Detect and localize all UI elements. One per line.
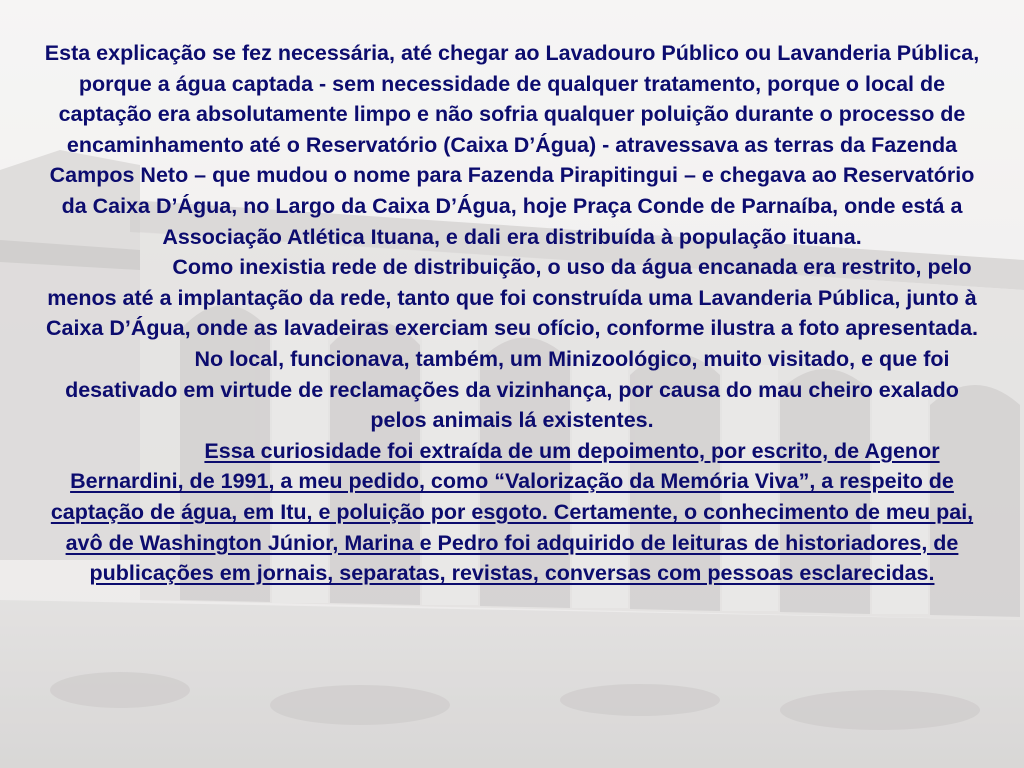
paragraph-intro: Esta explicação se fez necessária, até chegar ao Lavadouro Público ou Lavanderia Pública, porque a água captada - sem necessidade de qualquer tratamento, porque o local de captação era absolutamente limpo e não sofria qualquer poluição durante o processo de encaminhamento até o Reservatório (Caixa D’Água) - atravessava as terras da Fazenda Campos Neto – que mudou o nome para Fazenda Pirapitingui – e chegava ao Reservatório da Caixa D’Água, no Largo da Caixa D’Água, hoje Praça Conde de Parnaíba, onde está a Associação Atlética Ituana, e dali era distribuída à população ituana. [44, 41, 980, 249]
paragraph-lavanderia: Como inexistia rede de distribuição, o uso da água encanada era restrito, pelo menos até a implantação da rede, tanto que foi construída uma Lavanderia Pública, junto à Caixa D’Água, onde as lavadeiras exerciam seu ofício, conforme ilustra a foto apresentada. [46, 255, 978, 341]
paragraph-depoimento: Essa curiosidade foi extraída de um depoimento, por escrito, de Agenor Bernardini, de 1991, a meu pedido, como “Valorização da Memória Viva”, a respeito de captação de água, em Itu, e poluição por esgoto. Certamente, o conhecimento de meu pai, avô de Washington Júnior, Marina e Pedro foi adquirido de leituras de historiadores, de publicações em jornais, separatas, revistas, conversas com pessoas esclarecidas. [50, 438, 974, 586]
slide-text-block [38, 38, 986, 589]
paragraph-minizoologico: No local, funcionava, também, um Minizoológico, muito visitado, e que foi desativado em virtude de reclamações da vizinhança, por causa do mau cheiro exalado pelos animais lá existentes. [65, 346, 959, 433]
